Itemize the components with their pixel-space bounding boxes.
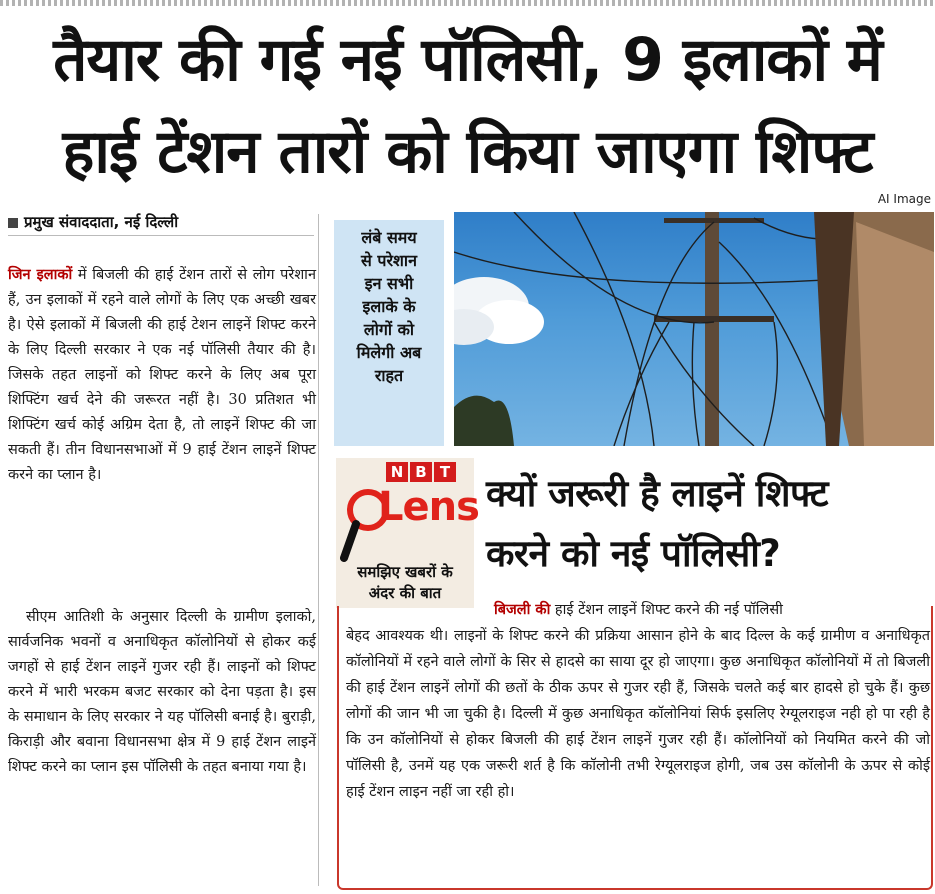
nbt-letter: B — [410, 462, 432, 482]
article-p2-text: सीएम आतिशी के अनुसार दिल्ली के ग्रामीण इलाको, सार्वजनिक भवनों व अनाधिकृत कॉलोनियों से होकर कई जगहों से हाई टेंशन लाइनें गुजर रही हैं। लाइनों को शिफ्ट करने में भारी भरकम बजट सरकार को देना पड़ता है। इस के समाधान के लिए सरकार ने यह पॉलिसी बनाई है। बुराड़ी, किराड़ी और बवाना विधानसभा क्षेत्र में 9 हाई टेंशन लाइनें शिफ्ट करने का प्लान इस पॉलिसी के तहत बनाया गया है। — [8, 609, 316, 775]
pull-quote-line: से परेशान — [361, 251, 417, 270]
pull-quote-line: इलाके के — [362, 297, 416, 316]
why-text: बेहद आवश्यक थी। लाइनों के शिफ्ट करने की प्रक्रिया आसान होने के बाद दिल्ल के कई ग्रामीण व अनाधिकृत कॉलोनियों में रहने वाले लोगों के सिर से हादसे का साया दूर हो जाएगा। कुछ अनाधिकृत कॉलोनियों में तो बिजली की हाई टेंशन लाइनें लोगों की छतों के ठीक ऊपर से गुजर रही हैं, जिसके चलते कई बार हादसे हो चुके हैं। कुछ लोगों की जान भी जा चुकी है। दिल्ली में कुछ अनाधिकृत कॉलोनियां सिर्फ इसलिए रेग्यूलराइज नही हो पा रही है कि उन कॉलोनियों से होकर बिजली की हाई टेंशन लाइनें गुजर रही हैं। कॉलोनियों को नियमित करने की जो पॉलिसी है, उनमें यह एक जरूरी शर्त है कि कॉलोनी तभी रेग्यूलराइज होगी, जब उस कॉलोनी के ऊपर से कोई हाई टेंशन लाइन नहीं जा रही हो। — [346, 628, 930, 800]
article-p1-text: में बिजली की हाई टेंशन तारों से लोग परेशान हैं, उन इलाकों में रहने वाले लोगों के लिए एक अच्छी खबर है। ऐसे इलाकों में बिजली की हाई टेशन लाइनें शिफ्ट करने के लिए दिल्ली सरकार ने एक नई पॉलिसी तैयार की है। जिसके तहत लाइनों को शिफ्ट करने के लिए अब पूरा शिफ्टिंग खर्च देने की जरूरत नहीं है। 30 प्रतिशत भी शिफ्टिंग खर्च कोई अग्रिम देता है, तो लाइनें शिफ्ट की जा सकती हैं। तीन विधानसभाओं में 9 हाई टेंशन लाइनें शिफ्ट करने का प्लान है। — [8, 267, 316, 483]
headline — [0, 14, 935, 198]
top-rule — [0, 0, 935, 6]
why-heading — [486, 464, 934, 584]
why-first-line — [346, 597, 930, 623]
pull-quote-line: इन सभी — [364, 274, 414, 293]
power-lines-illustration — [454, 212, 934, 446]
lens-tagline-1: समझिए खबरों के — [357, 563, 453, 581]
bullet-square-icon — [8, 218, 18, 228]
why-body — [346, 597, 930, 805]
pull-quote-line: लंबे समय — [361, 228, 417, 247]
pull-quote-line: लोगों को — [363, 320, 415, 339]
pull-quote-line: राहत — [374, 366, 404, 385]
column-divider — [318, 214, 319, 886]
lens-title: Lens — [378, 484, 479, 530]
why-first-text: हाई टेंशन लाइनें शिफ्ट करने की नई पॉलिसी — [550, 602, 783, 618]
why-lead: बिजली की — [494, 601, 551, 618]
nbt-brand — [386, 462, 456, 482]
byline-divider — [8, 235, 314, 236]
article-paragraph-2 — [8, 605, 316, 780]
lens-tagline-2: अंदर की बात — [368, 584, 442, 602]
ai-image-label: AI Image — [877, 192, 931, 206]
headline-line-2: हाई टेंशन तारों को किया जाएगा शिफ्ट — [62, 117, 873, 187]
byline-text: प्रमुख संवाददाता, नई दिल्ली — [24, 213, 179, 231]
nbt-lens-logo — [336, 458, 479, 608]
nbt-letter: N — [386, 462, 408, 482]
pull-quote-box — [334, 220, 444, 446]
power-lines-photo — [454, 212, 934, 446]
why-heading-line-2: करने को नई पॉलिसी? — [486, 532, 781, 575]
nbt-letter: T — [434, 462, 456, 482]
article-lead: जिन इलाकों — [8, 266, 73, 283]
byline — [8, 212, 178, 232]
headline-line-1: तैयार की गई नई पॉलिसी, 9 इलाकों में — [53, 25, 882, 95]
why-heading-line-1: क्यों जरूरी है लाइनें शिफ्ट — [486, 472, 828, 515]
article-paragraph-1 — [8, 262, 316, 488]
pull-quote-line: मिलेगी अब — [356, 343, 422, 362]
